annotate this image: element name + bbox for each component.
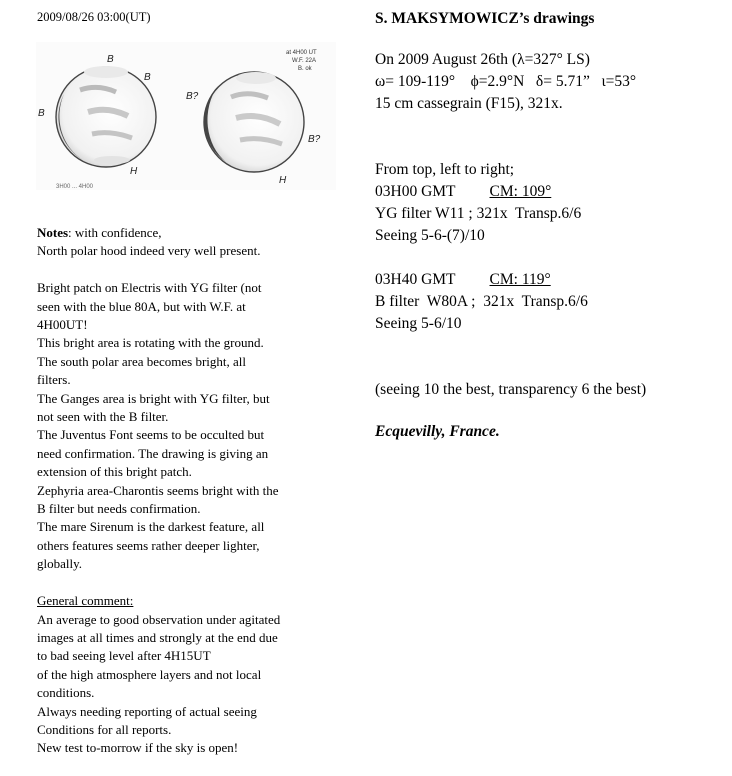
notes-line: not seen with the B filter. [37,409,169,425]
notes-line: The mare Sirenum is the darkest feature, all [37,519,265,535]
general-comment-line: Conditions for all reports. [37,721,172,737]
observation-timestamp: 2009/08/26 03:00(UT) [37,10,151,24]
svg-text:W.F. 22A: W.F. 22A [292,58,317,64]
notes-line: B filter but needs confirmation. [37,501,201,517]
svg-text:B. ok: B. ok [298,66,312,72]
svg-text:3H00 ... 4H00: 3H00 ... 4H00 [56,184,94,190]
notes-line: globally. [37,556,83,572]
date-line: On 2009 August 26th (λ=327° LS) [375,51,590,68]
notes-line: seen with the blue 80A, but with W.F. at [37,298,246,314]
obs2-cm: CM: 119° [489,271,551,288]
notes-line: This bright area is rotating with the ground. [37,335,264,351]
mars-disc-left [56,66,156,167]
notes-line: North polar hood indeed very well present. [37,243,261,259]
notes-line: Zephyria area-Charontis seems bright with the [37,482,279,498]
coordinates-line: ω= 109-119° ϕ=2.9°N δ= 5.71” ι=53° [375,73,637,90]
obs2-time-line [375,269,720,291]
notes-line: 4H00UT! [37,317,88,333]
drawing-label-b: B [144,72,151,83]
notes-section [37,224,342,758]
svg-text:at 4H00 UT: at 4H00 UT [286,50,317,56]
location: Ecquevilly, France. [375,423,500,440]
obs2-time: 03H40 GMT [375,271,456,288]
general-comment-heading: General comment: [37,593,134,609]
notes-line: The south polar area becomes bright, all [37,353,247,369]
notes-line: The Juventus Font seems to be occulted but [37,427,265,443]
observation-details [375,8,720,443]
notes-line: filters. [37,372,71,388]
drawing-label-h: H [130,166,138,177]
mars-drawings-image [36,42,336,190]
drawing-label-b: B [38,108,45,119]
obs1-seeing: Seeing 5-6-(7)/10 [375,227,485,244]
drawing-label-h: H [279,175,287,186]
order-line: From top, left to right; [375,161,515,178]
notes-line: Bright patch on Electris with YG filter (not [37,280,262,296]
general-comment-line: An average to good observation under agitated [37,611,281,627]
drawing-label-b: B [107,54,114,65]
page-title: S. MAKSYMOWICZ’s drawings [375,10,595,27]
telescope-line: 15 cm cassegrain (F15), 321x. [375,95,563,112]
mars-disc-right [204,72,304,172]
notes-line: : with confidence, [68,225,162,240]
drawing-label-b-question: B? [186,91,199,102]
general-comment-line: of the high atmosphere layers and not local [37,666,262,682]
obs1-filter: YG filter W11 ; 321x Transp.6/6 [375,205,582,222]
notes-label: Notes [37,225,69,240]
obs2-filter: B filter W80A ; 321x Transp.6/6 [375,293,588,310]
notes-line: need confirmation. The drawing is giving an [37,445,269,461]
general-comment-line: New test to-morrow if the sky is open! [37,740,239,756]
notes-line: extension of this bright patch. [37,464,192,480]
obs1-time: 03H00 GMT [375,183,456,200]
general-comment-line: images at all times and strongly at the end due [37,629,278,645]
drawing-label-b-question: B? [308,134,321,145]
obs1-time-line [375,181,720,203]
obs2-seeing: Seeing 5-6/10 [375,315,462,332]
scale-note: (seeing 10 the best, transparency 6 the best) [375,381,647,398]
general-comment-line: conditions. [37,685,95,701]
general-comment-line: Always needing reporting of actual seeing [37,703,257,719]
notes-line: others features seems rather deeper lighter, [37,537,260,553]
obs1-cm: CM: 109° [489,183,552,200]
general-comment-line: to bad seeing level after 4H15UT [37,648,211,664]
notes-line: The Ganges area is bright with YG filter, but [37,390,270,406]
